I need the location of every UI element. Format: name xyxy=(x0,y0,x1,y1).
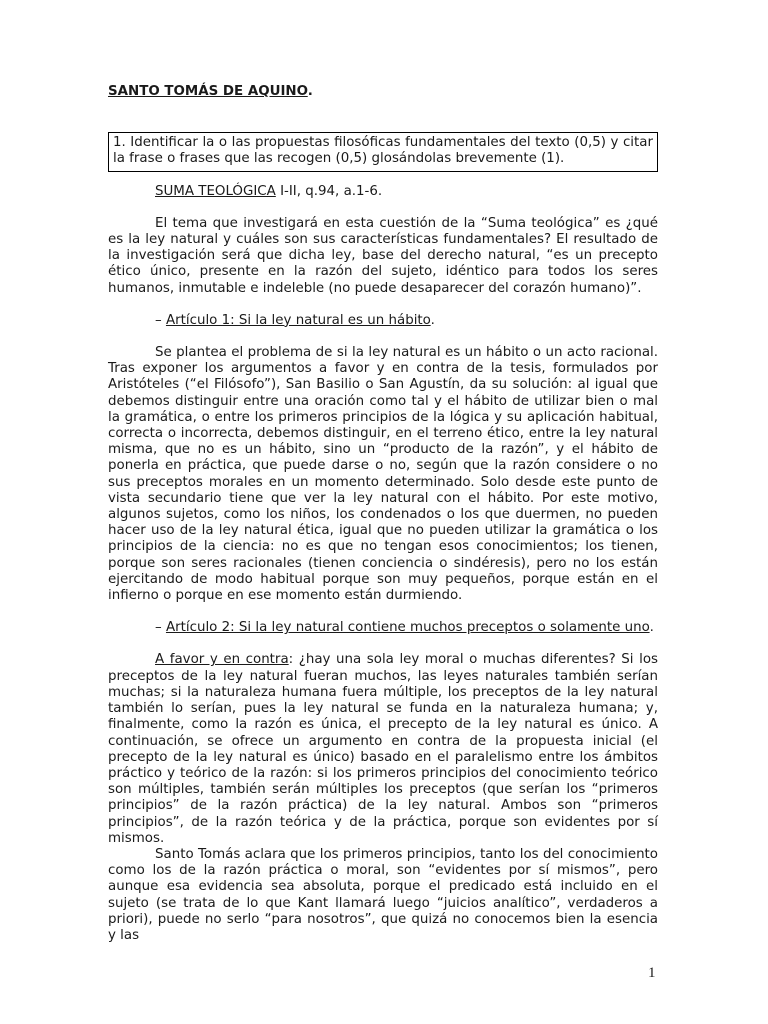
page-number: 1 xyxy=(648,965,656,981)
document-body xyxy=(108,84,658,944)
title-text: SANTO TOMÁS DE AQUINO xyxy=(108,84,308,99)
article1-heading xyxy=(108,313,658,329)
article2-period: . xyxy=(649,620,654,636)
article2-title: Artículo 2: Si la ley natural contiene muchos preceptos o solamente uno xyxy=(165,620,650,636)
santo-tomas-paragraph: Santo Tomás aclara que los primeros principios, tanto los del conocimiento como los de la razón práctica o moral, son “evidentes por sí mismos”, pero aunque esa evidencia sea absoluta, porque el predicado está incluido en el sujeto (se trata de lo que Kant llamará luego “juicios analítico”, verdaderos a priori), puede no serlo “para nosotros”, que quizá no conocemos bien la esencia y las xyxy=(108,846,658,943)
document-title xyxy=(108,84,658,100)
article2-dash: – xyxy=(155,620,166,636)
source-ref: I-II, q.94, a.1-6. xyxy=(275,183,383,199)
intro-paragraph: El tema que investigará en esta cuestión de la “Suma teológica” es ¿qué es la ley natural y cuáles son sus características fundamentales? El resultado de la investigación será que dicha ley, base del derecho natural, “es un precepto ético único, presente en la razón del sujeto, idéntico para todos los seres humanos, inmutable e indeleble (no puede desaparecer del corazón humano)”. xyxy=(108,215,658,296)
article2-heading xyxy=(108,620,658,636)
favor-label: A favor y en contra xyxy=(155,652,289,668)
favor-text: : ¿hay una sola ley moral o muchas diferentes? Si los preceptos de la ley natural fueran muchos, las leyes naturales también serían muchas; si la naturaleza humana fuera múltiple, los preceptos de la ley natural también lo serían, pues la ley natural se funda en la naturaleza humana; y, finalmente, como la razón es única, el precepto de la ley natural es único. A continuación, se ofrece un argumento en contra de la propuesta inicial (el precepto de la ley natural es único) basado en el paralelismo entre los ámbitos práctico y teórico de la razón: si los primeros principios del conocimiento teórico son múltiples, también serán múltiples los preceptos (que serían los “primeros principios” de la razón práctica) de la ley natural. Ambos son “primeros principios”, de la razón teórica y de la práctica, porque son evidentes por sí mismos. xyxy=(108,652,658,846)
title-period: . xyxy=(307,84,313,99)
article1-paragraph: Se plantea el problema de si la ley natural es un hábito o un acto racional. Tras exponer los argumentos a favor y en contra de la tesis, formulados por Aristóteles (“el Filósofo”), San Basilio o San Agustín, da su solución: al igual que debemos distinguir entre una oración como tal y el hábito de utilizar bien o mal la gramática, o entre los primeros principios de la lógica y su aplicación habitual, correcta o incorrecta, debemos distinguir, en el terreno ético, entre la ley natural misma, que no es un hábito, sino un “producto de la razón”, y el hábito de ponerla en práctica, que puede darse o no, según que la razón considere o no sus preceptos morales en un momento determinado. Solo desde este punto de vista secundario tiene que ver la ley natural con el hábito. Por este motivo, algunos sujetos, como los niños, los condenados o los que duermen, no pueden hacer uso de la ley natural ética, igual que no pueden utilizar la gramática o los principios de la ciencia: no es que no tengan esos conocimientos; los tienen, porque son seres racionales (tienen conciencia o sindéresis), pero no los están ejercitando de modo habitual porque son muy pequeños, porque están en el infierno o porque en ese momento están durmiendo. xyxy=(108,345,658,604)
question-box xyxy=(108,132,658,171)
article1-period: . xyxy=(430,312,435,328)
article1-dash: – xyxy=(155,312,166,328)
source-reference xyxy=(108,184,658,200)
question-text: 1. Identificar la o las propuestas filosóficas fundamentales del texto (0,5) y citar la frase o frases que las recogen (0,5) glosándolas brevemente (1). xyxy=(113,135,653,167)
favor-paragraph xyxy=(108,652,658,846)
article1-title: Artículo 1: Si la ley natural es un hábito xyxy=(165,312,431,328)
source-title: SUMA TEOLÓGICA xyxy=(155,183,276,199)
